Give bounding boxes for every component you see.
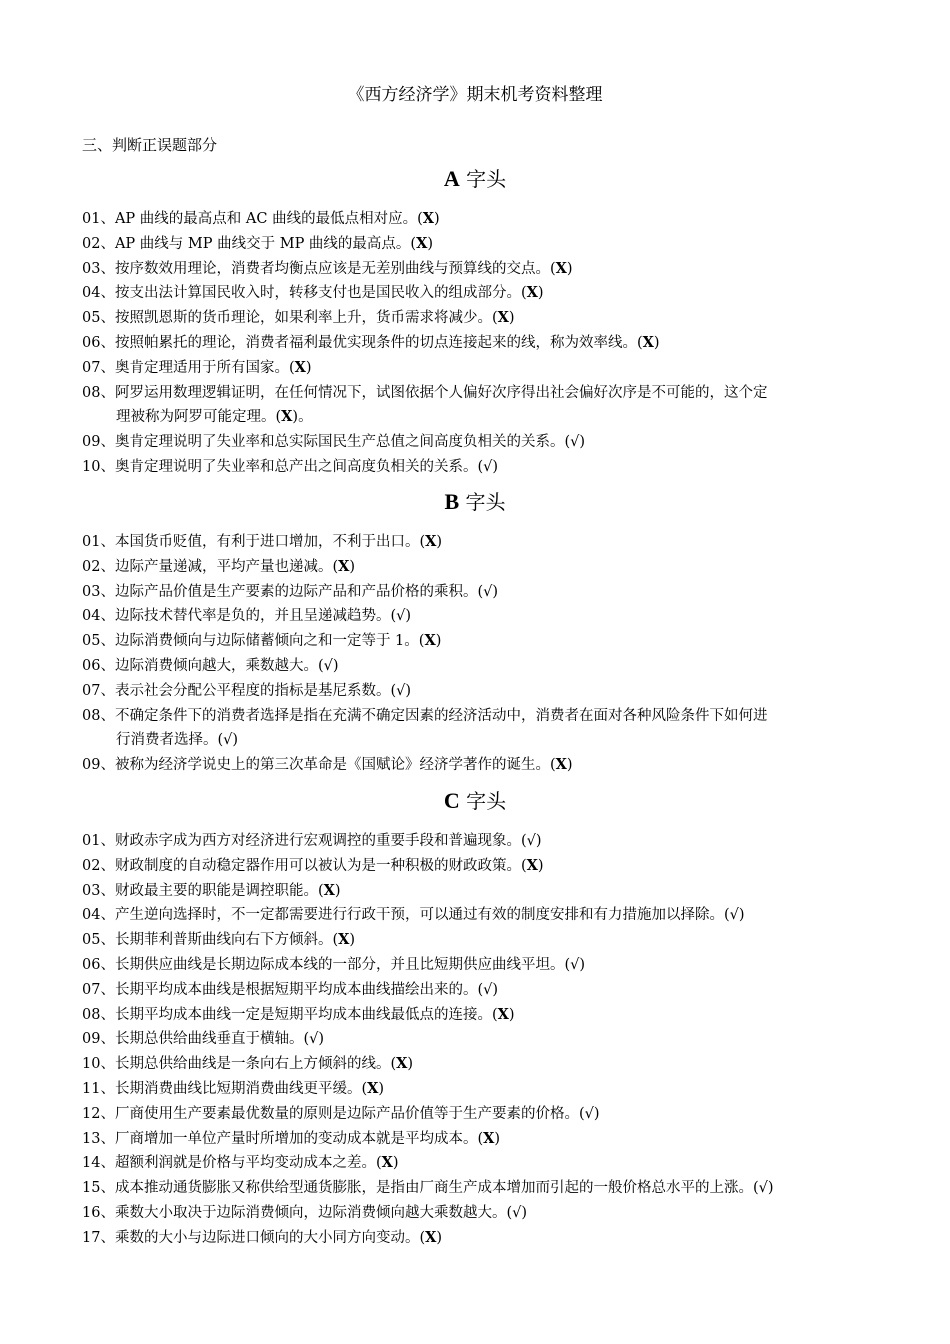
group-suffix: 字头 — [459, 789, 507, 813]
question-number: 09、 — [82, 1031, 115, 1048]
question-number: 04、 — [82, 285, 115, 302]
answer-mark: X — [422, 210, 434, 227]
question-item — [82, 679, 872, 704]
answer-mark: √ — [570, 957, 580, 973]
question-line — [82, 879, 872, 904]
answer-mark: √ — [584, 1105, 594, 1122]
question-line — [82, 753, 872, 778]
question-number: 07、 — [82, 682, 115, 699]
answer-mark: √ — [223, 732, 233, 749]
question-text: 奥肯定理适用于所有国家。( — [114, 359, 295, 376]
question-line — [82, 580, 872, 605]
answer-close: ) — [405, 608, 412, 625]
question-line — [82, 829, 872, 854]
question-line — [82, 1003, 872, 1028]
question-item — [82, 356, 872, 381]
answer-close: ) — [535, 833, 542, 849]
question-line — [82, 1151, 872, 1176]
answer-mark: X — [381, 1154, 393, 1172]
question-text: 边际消费倾向与边际储蓄倾向之和一定等于 1。( — [114, 633, 425, 650]
question-line — [82, 629, 872, 654]
question-line — [82, 928, 872, 953]
answer-mark: X — [425, 533, 437, 550]
question-number: 08、 — [82, 1006, 115, 1023]
answer-mark: X — [323, 881, 335, 899]
question-number: 05、 — [82, 310, 115, 327]
question-text: 长期总供给曲线垂直于横轴。( — [114, 1031, 310, 1048]
question-item — [82, 1003, 872, 1028]
question-line — [82, 1201, 872, 1226]
question-number: 08、 — [82, 707, 115, 724]
question-continuation — [82, 405, 872, 430]
question-number: 07、 — [82, 981, 115, 998]
question-line — [82, 356, 872, 381]
group-heading-b — [0, 486, 950, 515]
question-item — [82, 1127, 872, 1152]
question-number: 11、 — [82, 1081, 115, 1097]
question-item — [82, 903, 872, 928]
question-line — [82, 555, 872, 580]
answer-close: ) — [492, 583, 499, 600]
answer-mark: √ — [323, 658, 333, 674]
question-text: 乘数大小取决于边际消费倾向，边际消费倾向越大乘数越大。( — [114, 1205, 513, 1221]
question-text: 长期供应曲线是长期边际成本线的一部分，并且比短期供应曲线平坦。( — [114, 957, 571, 973]
answer-mark: X — [526, 856, 538, 874]
question-text: 边际产品价值是生产要素的边际产品和产品价格的乘积。( — [114, 583, 484, 600]
question-text: 奥肯定理说明了失业率和总实际国民生产总值之间高度负相关的关系。( — [114, 434, 571, 451]
question-number: 09、 — [82, 434, 115, 451]
question-item — [82, 1052, 872, 1077]
answer-close: ) — [566, 757, 573, 774]
question-item — [82, 928, 872, 953]
answer-mark: X — [294, 358, 306, 376]
group-letter: A — [443, 166, 460, 191]
question-item — [82, 430, 872, 455]
question-line — [82, 978, 872, 1003]
question-line — [82, 1176, 872, 1201]
question-number: 01、 — [82, 833, 115, 849]
question-item — [82, 455, 872, 480]
question-text: 厂商增加一单位产量时所增加的变动成本就是平均成本。( — [114, 1130, 484, 1147]
answer-close: ) — [653, 335, 660, 351]
answer-mark: √ — [483, 583, 493, 600]
question-number: 05、 — [82, 932, 115, 949]
answer-close: ) — [318, 1031, 325, 1048]
question-line — [82, 530, 872, 555]
answer-mark: X — [367, 1080, 379, 1097]
question-line — [82, 232, 872, 257]
question-item — [82, 629, 872, 654]
question-text: 本国货币贬值，有利于进口增加，不利于出口。( — [114, 534, 426, 550]
question-text: 成本推动通货膨胀又称供给型通货膨胀，是指由厂商生产成本增加而引起的一般价格总水平的上涨。( — [114, 1180, 759, 1197]
question-item — [82, 654, 872, 679]
question-text: 财政赤字成为西方对经济进行宏观调控的重要手段和普遍现象。( — [114, 833, 527, 849]
question-item — [82, 704, 872, 754]
question-text: 长期平均成本曲线一定是短期平均成本曲线最低点的连接。( — [114, 1006, 498, 1023]
answer-close: ) — [332, 658, 339, 674]
answer-close: ) — [579, 957, 586, 973]
question-number: 10、 — [82, 1056, 115, 1073]
group-suffix: 字头 — [459, 167, 507, 191]
question-text: 按照帕累托的理论，消费者福利最优实现条件的切点连接起来的线，称为效率线。( — [114, 335, 643, 351]
question-line — [82, 331, 872, 356]
answer-mark: √ — [483, 981, 493, 998]
question-line — [82, 455, 872, 480]
group-letter: C — [443, 788, 460, 813]
answer-close: ) — [579, 434, 586, 451]
question-text-cont: 理被称为阿罗可能定理。( — [116, 409, 282, 426]
answer-mark: √ — [758, 1180, 768, 1197]
question-line — [82, 679, 872, 704]
question-item — [82, 1201, 872, 1226]
question-number: 01、 — [82, 534, 115, 550]
question-item — [82, 381, 872, 431]
question-line — [82, 1102, 872, 1127]
answer-mark: √ — [309, 1031, 319, 1048]
question-text: 长期菲利普斯曲线向右下方倾斜。( — [114, 932, 339, 949]
answer-mark: X — [338, 557, 350, 575]
question-line — [82, 654, 872, 679]
group-heading-a — [0, 163, 950, 192]
question-item — [82, 207, 872, 232]
answer-close: ) — [492, 459, 499, 475]
question-text: 边际产量递减，平均产量也递减。( — [114, 558, 339, 575]
answer-close: ) — [407, 1056, 414, 1073]
question-number: 07、 — [82, 359, 115, 376]
answer-mark: √ — [729, 907, 739, 924]
question-number: 16、 — [82, 1205, 115, 1221]
question-number: 02、 — [82, 558, 115, 575]
question-line — [82, 903, 872, 928]
question-line — [82, 1127, 872, 1152]
question-item — [82, 232, 872, 257]
question-number: 04、 — [82, 608, 115, 625]
question-line — [82, 854, 872, 879]
answer-close: ) — [508, 1006, 515, 1023]
question-item — [82, 1151, 872, 1176]
answer-close: ) — [492, 981, 499, 998]
question-text: 不确定条件下的消费者选择是指在充满不确定因素的经济活动中，消费者在面对各种风险条件下如何进 — [114, 707, 768, 724]
question-number: 02、 — [82, 235, 115, 252]
question-text: 阿罗运用数理逻辑证明，在任何情况下，试图依据个人偏好次序得出社会偏好次序是不可能的，这个定 — [114, 384, 768, 401]
question-text-cont: 行消费者选择。( — [116, 732, 224, 749]
answer-close: ) — [392, 1155, 399, 1172]
question-line — [82, 281, 872, 306]
question-number: 13、 — [82, 1130, 115, 1147]
question-number: 12、 — [82, 1105, 115, 1122]
question-number: 17、 — [82, 1229, 115, 1246]
question-number: 09、 — [82, 757, 115, 774]
answer-mark: √ — [483, 459, 493, 475]
answer-mark: X — [497, 1005, 509, 1023]
group-letter: B — [444, 489, 460, 514]
answer-close: ) — [494, 1130, 501, 1147]
question-item — [82, 580, 872, 605]
question-item — [82, 1226, 872, 1251]
group-suffix: 字头 — [459, 490, 506, 514]
question-text: 表示社会分配公平程度的指标是基尼系数。( — [114, 682, 397, 699]
question-text: 按照凯恩斯的货币理论，如果利率上升，货币需求将减少。( — [114, 310, 498, 327]
answer-close: ) — [435, 633, 442, 650]
question-line — [82, 704, 872, 729]
answer-mark: X — [416, 234, 428, 252]
answer-close: ) — [537, 857, 544, 874]
question-item — [82, 1102, 872, 1127]
question-text: 边际技术替代率是负的，并且呈递减趋势。( — [114, 608, 397, 625]
answer-close: ) — [566, 260, 573, 277]
answer-mark: √ — [396, 608, 406, 625]
question-item — [82, 1027, 872, 1052]
question-item — [82, 257, 872, 282]
answer-close: ) — [436, 534, 443, 550]
answer-mark: X — [555, 259, 567, 277]
answer-mark: √ — [526, 833, 536, 849]
question-item — [82, 953, 872, 978]
answer-close: ) — [349, 932, 356, 949]
answer-close: )。 — [292, 409, 313, 426]
question-number: 05、 — [82, 633, 115, 650]
answer-mark: X — [424, 632, 436, 650]
question-text: 按序数效用理论，消费者均衡点应该是无差别曲线与预算线的交点。( — [114, 260, 556, 277]
answer-mark: X — [338, 931, 350, 949]
question-text: 乘数的大小与边际进口倾向的大小同方向变动。( — [114, 1229, 426, 1246]
question-number: 14、 — [82, 1155, 115, 1172]
answer-mark: √ — [396, 682, 406, 699]
answer-close: ) — [305, 359, 312, 376]
question-item — [82, 1077, 872, 1102]
question-line — [82, 1027, 872, 1052]
question-number: 02、 — [82, 857, 115, 874]
answer-close: ) — [349, 558, 356, 575]
answer-mark: X — [497, 309, 509, 327]
question-item — [82, 331, 872, 356]
question-text: 厂商使用生产要素最优数量的原则是边际产品价值等于生产要素的价格。( — [114, 1105, 585, 1122]
answer-close: ) — [378, 1081, 385, 1097]
answer-mark: X — [526, 284, 538, 302]
question-item — [82, 306, 872, 331]
question-line — [82, 1226, 872, 1251]
answer-close: ) — [738, 907, 745, 924]
document-title: 《西方经济学》期末机考资料整理 — [347, 85, 603, 105]
question-line — [82, 306, 872, 331]
question-line — [82, 430, 872, 455]
question-text: 奥肯定理说明了失业率和总产出之间高度负相关的关系。( — [114, 459, 484, 475]
answer-mark: √ — [570, 434, 580, 451]
question-line — [82, 207, 872, 232]
question-continuation — [82, 728, 872, 753]
answer-close: ) — [427, 235, 434, 252]
question-line — [82, 1077, 872, 1102]
question-item — [82, 854, 872, 879]
question-line — [82, 953, 872, 978]
answer-mark: X — [483, 1129, 495, 1147]
question-number: 15、 — [82, 1180, 115, 1197]
question-number: 08、 — [82, 384, 115, 401]
question-text: 长期消费曲线比短期消费曲线更平缓。( — [114, 1081, 368, 1097]
question-text: 财政最主要的职能是调控职能。( — [114, 882, 324, 899]
question-item — [82, 829, 872, 854]
question-number: 01、 — [82, 211, 115, 227]
question-number: 03、 — [82, 882, 115, 899]
question-text: 按支出法计算国民收入时，转移支付也是国民收入的组成部分。( — [114, 285, 527, 302]
question-text: AP 曲线的最高点和 AC 曲线的最低点相对应。( — [114, 211, 423, 227]
answer-close: ) — [508, 310, 515, 327]
question-item — [82, 978, 872, 1003]
answer-mark: X — [396, 1055, 408, 1073]
question-number: 06、 — [82, 658, 115, 674]
question-item — [82, 1176, 872, 1201]
question-item — [82, 530, 872, 555]
answer-close: ) — [334, 882, 341, 899]
answer-close: ) — [436, 1229, 443, 1246]
section-label: 三、判断正误题部分 — [82, 136, 218, 154]
question-item — [82, 604, 872, 629]
answer-close: ) — [405, 682, 412, 699]
question-text: 超额利润就是价格与平均变动成本之差。( — [114, 1155, 382, 1172]
question-item — [82, 753, 872, 778]
question-item — [82, 281, 872, 306]
question-item — [82, 879, 872, 904]
question-line — [82, 1052, 872, 1077]
answer-mark: X — [281, 408, 293, 426]
question-line — [82, 604, 872, 629]
answer-close: ) — [593, 1105, 600, 1122]
question-number: 03、 — [82, 583, 115, 600]
question-number: 06、 — [82, 957, 115, 973]
question-number: 10、 — [82, 459, 115, 475]
answer-close: ) — [521, 1205, 528, 1221]
question-text: 长期平均成本曲线是根据短期平均成本曲线描绘出来的。( — [114, 981, 484, 998]
answer-close: ) — [232, 732, 239, 749]
answer-mark: X — [425, 1228, 437, 1246]
question-text: 边际消费倾向越大，乘数越大。( — [114, 658, 324, 674]
question-text: 长期总供给曲线是一条向右上方倾斜的线。( — [114, 1056, 397, 1073]
answer-mark: X — [555, 756, 567, 774]
question-line — [82, 381, 872, 406]
answer-mark: X — [642, 334, 654, 351]
question-number: 03、 — [82, 260, 115, 277]
answer-mark: √ — [512, 1205, 522, 1221]
question-text: 财政制度的自动稳定器作用可以被认为是一种积极的财政政策。( — [114, 857, 527, 874]
answer-close: ) — [537, 285, 544, 302]
answer-close: ) — [434, 211, 440, 227]
question-text: 被称为经济学说史上的第三次革命是《国赋论》经济学著作的诞生。( — [114, 757, 556, 774]
group-heading-c — [0, 785, 950, 814]
question-number: 04、 — [82, 907, 115, 924]
question-text: 产生逆向选择时，不一定都需要进行行政干预，可以通过有效的制度安排和有力措施加以择除。( — [114, 907, 730, 924]
question-number: 06、 — [82, 335, 115, 351]
answer-close: ) — [767, 1180, 774, 1197]
question-line — [82, 257, 872, 282]
question-item — [82, 555, 872, 580]
question-text: AP 曲线与 MP 曲线交于 MP 曲线的最高点。( — [114, 235, 417, 252]
